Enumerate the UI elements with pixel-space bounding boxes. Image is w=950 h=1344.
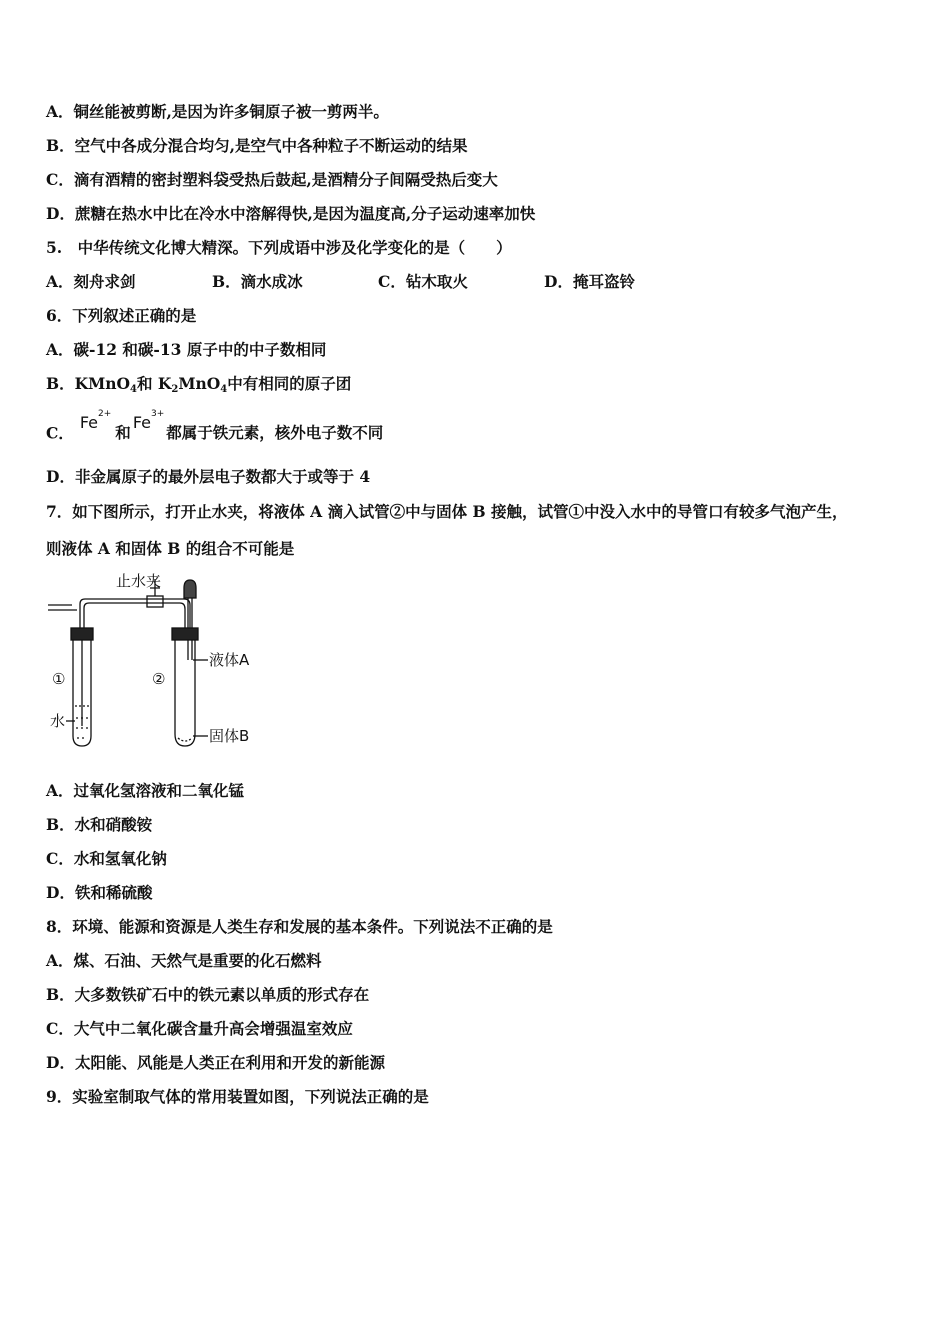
connecting-tube-inner [84,603,185,628]
ion-fe2-charge: 2+ [98,409,112,419]
q8-stem: 8．环境、能源和资源是人类生存和发展的基本条件。下列说法不正确的是 [46,917,553,936]
ion-fe3-symbol: Fe [132,413,151,433]
ion-fe2-symbol: Fe [79,413,99,433]
q6-option-c [46,409,384,443]
q7-stem-line2: 则液体 A 和固体 B 的组合不可能是 [46,539,295,558]
q8-option-d: D．太阳能、风能是人类正在利用和开发的新能源 [46,1053,385,1072]
clamp-label: 止水夹 [116,572,162,590]
q6-b-suffix: 中有相同的原子团 [227,374,352,393]
ion-fe3-charge: 3+ [150,409,165,419]
q8-option-c: C．大气中二氧化碳含量升高会增强温室效应 [46,1019,353,1038]
q7-option-b: B．水和硝酸铵 [46,815,153,834]
formula-kmno4: KMnO [74,374,131,393]
q7-option-a: A．过氧化氢溶液和二氧化锰 [46,781,245,800]
q8-option-a: A．煤、石油、天然气是重要的化石燃料 [46,951,322,970]
q7-option-c: C．水和氢氧化钠 [46,849,167,868]
solid-b [178,738,192,741]
tube2-label: ② [152,670,166,688]
q4-option-b: B．空气中各成分混合均匀,是空气中各种粒子不断运动的结果 [46,136,468,155]
formula-subscript: 2 [171,384,179,395]
q5-option-c: C．钻木取火 [378,272,468,291]
q5-option-d: D．掩耳盗铃 [544,272,635,291]
tube2-stopper [172,628,198,640]
q8-option-b: B．大多数铁矿石中的铁元素以单质的形式存在 [46,985,370,1004]
q4-option-a: A．铜丝能被剪断,是因为许多铜原子被一剪两半。 [46,102,389,121]
clamp-icon [147,596,163,607]
q6-stem: 6．下列叙述正确的是 [46,306,197,325]
liquid-a-label: 液体A [209,651,250,669]
q5-option-b: B．滴水成冰 [212,272,303,291]
formula-mno4: MnO [178,374,221,393]
q6-c-prefix: C． [46,423,74,443]
q5-stem: 5. 中华传统文化博大精深。下列成语中涉及化学变化的是（ ） [46,238,512,257]
tube1-stopper [71,628,93,640]
outlet-tube-left [48,605,77,610]
q5-option-a: A．刻舟求剑 [46,272,136,291]
formula-subscript: 4 [130,384,137,395]
q4-option-c: C．滴有酒精的密封塑料袋受热后鼓起,是酒精分子间隔受热后变大 [46,170,498,189]
q6-option-a: A．碳-12 和碳-13 原子中的中子数相同 [46,340,327,359]
q5-options [46,272,635,292]
q6-b-mid: 和 K [136,374,172,393]
q7-option-d: D．铁和稀硫酸 [46,883,153,902]
apparatus-diagram [44,568,274,753]
q4-option-d: D．蔗糖在热水中比在冷水中溶解得快,是因为温度高,分子运动速率加快 [46,204,536,223]
ion-fe3 [132,409,165,433]
q6-option-b [46,374,351,400]
dropper-bulb [184,580,196,598]
q6-c-and: 和 [115,423,131,443]
q6-b-prefix: B． [46,374,75,393]
solid-b-label: 固体B [209,727,250,745]
formula-subscript: 4 [220,384,228,395]
q6-c-suffix: 都属于铁元素，核外电子数不同 [166,423,384,443]
water-label: 水 [50,712,66,730]
tube1-label: ① [52,670,66,688]
q7-stem-line1: 7．如下图所示，打开止水夹，将液体 A 滴入试管②中与固体 B 接触，试管①中没入水中的导管口有较多气泡产生， [46,502,848,521]
ion-fe2 [79,409,112,433]
q6-option-d: D．非金属原子的最外层电子数都大于或等于 4 [46,467,371,486]
q9-stem: 9．实验室制取气体的常用装置如图，下列说法正确的是 [46,1087,429,1106]
